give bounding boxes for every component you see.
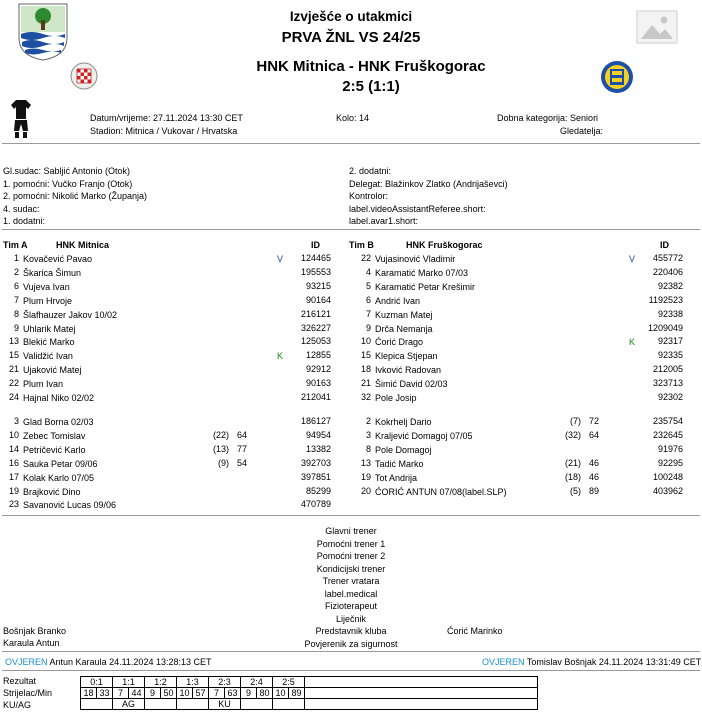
verified-by: Antun Karaula 24.11.2024 13:28:13 CET	[49, 657, 212, 667]
player-number: 7	[13, 294, 19, 305]
sub-name: Petričević Karlo	[23, 444, 86, 455]
sub-id: 186127	[300, 416, 331, 426]
sub-replaced: (13)	[212, 443, 229, 454]
empty-cell	[305, 677, 538, 688]
player-id: 455772	[652, 253, 683, 263]
scorer-number-cell: 7	[209, 688, 225, 699]
sub-replaced: (18)	[564, 471, 581, 482]
team-b-name: HNK Fruškogorac	[406, 240, 483, 250]
player-id: 212041	[300, 392, 331, 402]
score-cell: 2:4	[241, 677, 273, 688]
sub-minute: 46	[588, 457, 599, 468]
sub-name: ĆORIĆ ANTUN 07/08(label.SLP)	[375, 486, 507, 497]
team-a-security-officer: Karaula Antun	[3, 638, 60, 648]
score-cell: 2:3	[209, 677, 241, 688]
sub-name: Glad Borna 02/03	[23, 417, 94, 427]
player-name: Ivković Radovan	[375, 365, 442, 376]
official-right-item: label.videoAssistantReferee.short:	[349, 203, 486, 214]
staff-role: Glavni trener	[325, 526, 377, 536]
staff-role: Pomoćni trener 1	[316, 538, 386, 549]
official-left-item: 4. sudac:	[3, 203, 40, 214]
sub-name: Savanović Lucas 09/06	[23, 500, 117, 511]
sub-id: 91976	[657, 443, 683, 454]
team-b-club-representative: Ćorić Marinko	[447, 626, 503, 636]
player-number: 21	[360, 378, 371, 389]
sub-minute: 64	[588, 429, 599, 440]
player-number: 13	[8, 336, 19, 347]
sub-name: Sauka Petar 09/06	[23, 458, 98, 469]
player-id: 92382	[657, 280, 683, 291]
player-id: 1209049	[647, 322, 683, 333]
divider	[2, 670, 700, 671]
player-id: 125053	[300, 336, 331, 347]
scorer-number-cell: 9	[241, 688, 257, 699]
sub-replaced: (21)	[564, 457, 581, 468]
player-name: Vujeva Ivan	[23, 281, 70, 292]
verified-label: OVJEREN	[5, 657, 48, 667]
empty-cell	[305, 688, 538, 699]
player-id: 323713	[652, 378, 683, 389]
team-b-id-header: ID	[660, 240, 669, 250]
sub-replaced: (7)	[570, 416, 581, 426]
sub-id: 92295	[657, 457, 683, 468]
goalkeeper-mark: V	[277, 254, 284, 264]
player-name: Ujaković Matej	[23, 365, 82, 376]
sub-number: 10	[8, 429, 19, 440]
staff-role: Liječnik	[335, 613, 366, 624]
official-right-item: 2. dodatni:	[349, 166, 392, 176]
sub-name: Kolak Karlo 07/05	[23, 472, 95, 483]
sub-minute: 72	[588, 416, 599, 426]
goal-minute-cell: 50	[161, 688, 177, 699]
player-id: 216121	[300, 308, 331, 319]
results-table	[80, 676, 538, 710]
player-name: Plum Hrvoje	[23, 295, 73, 306]
kit-icon	[10, 99, 32, 139]
sub-id: 85299	[305, 485, 331, 496]
sub-name: Kokrhelj Dario	[375, 417, 432, 427]
age-category: Dobna kategorija: Seniori	[497, 113, 599, 123]
divider	[2, 229, 700, 230]
player-number: 15	[360, 350, 371, 361]
ku-ag-cell	[273, 699, 305, 710]
match-datetime: Datum/vrijeme: 27.11.2024 13:30 CET	[90, 113, 243, 123]
player-id: 93215	[305, 280, 331, 291]
player-number: 18	[360, 364, 371, 375]
sub-number: 3	[365, 429, 371, 440]
team-a-id-header: ID	[311, 240, 320, 250]
player-id: 212005	[652, 364, 683, 375]
official-left-item: Gl.sudac: Sabljić Antonio (Otok)	[3, 166, 131, 176]
spectators: Gledatelja:	[560, 126, 604, 136]
sub-replaced: (9)	[218, 457, 229, 468]
team-b-label: Tim B	[349, 240, 374, 250]
player-number: 1	[13, 253, 19, 263]
team-a-club-representative: Bošnjak Branko	[3, 626, 67, 636]
goal-minute-cell: 63	[225, 688, 241, 699]
player-id: 326227	[300, 322, 331, 333]
sub-minute: 54	[236, 457, 247, 468]
score-cell: 1:3	[177, 677, 209, 688]
player-name: Blekić Marko	[23, 337, 75, 348]
player-number: 24	[8, 392, 19, 402]
player-name: Pole Josip	[375, 393, 417, 403]
verified-label: OVJEREN	[482, 657, 525, 667]
sub-id: 94954	[305, 429, 331, 440]
player-name: Kovačević Pavao	[23, 254, 93, 264]
sub-id: 470789	[300, 499, 331, 510]
goal-minute-cell: 80	[257, 688, 273, 699]
staff-role: Povjerenik za sigurnost	[304, 638, 398, 649]
score-cell: 1:1	[113, 677, 145, 688]
sub-number: 14	[8, 443, 19, 454]
official-right-item: label.avar1.short:	[349, 216, 419, 226]
player-id: 92335	[657, 350, 683, 361]
staff-role: Trener vratara	[322, 576, 380, 586]
captain-mark: K	[629, 337, 636, 348]
player-name: Šlafhauzer Jakov 10/02	[23, 309, 118, 320]
player-number: 21	[8, 364, 19, 375]
sub-number: 3	[13, 416, 19, 426]
scorers-label: Strijelac/Min	[3, 688, 53, 698]
scorer-number-cell: 7	[113, 688, 129, 699]
sub-id: 403962	[652, 485, 683, 496]
player-number: 22	[8, 378, 19, 389]
sub-number: 19	[360, 471, 371, 482]
staff-role: Kondicijski trener	[316, 563, 386, 574]
match-title: HNK Mitnica - HNK Fruškogorac	[256, 58, 486, 75]
sub-id: 232645	[652, 429, 683, 440]
player-name: Vujasinović Vladimir	[375, 254, 456, 264]
player-id: 90163	[305, 378, 331, 389]
sub-number: 8	[365, 443, 371, 454]
sub-name: Tadić Marko	[375, 458, 424, 469]
official-left-item: 1. pomoćni: Vučko Franjo (Otok)	[3, 178, 133, 189]
player-id: 220406	[652, 266, 683, 277]
sub-number: 2	[365, 416, 371, 426]
scorer-number-cell: 10	[273, 688, 289, 699]
ku-ag-cell: AG	[113, 699, 145, 710]
player-name: Validžić Ivan	[23, 351, 73, 362]
scorer-number-cell: 9	[145, 688, 161, 699]
player-number: 6	[13, 280, 19, 291]
team-a-label: Tim A	[3, 240, 28, 250]
sub-minute: 64	[236, 429, 247, 440]
sub-number: 16	[8, 457, 19, 468]
player-number: 10	[360, 336, 371, 347]
player-number: 22	[360, 253, 371, 263]
player-id: 92338	[657, 308, 683, 319]
player-id: 124465	[300, 253, 331, 263]
player-id: 1192523	[648, 294, 683, 305]
player-id: 90164	[305, 294, 331, 305]
verified-by: Tomislav Bošnjak 24.11.2024 13:31:49 CET	[526, 657, 702, 667]
goal-minute-cell: 33	[97, 688, 113, 699]
player-number: 2	[13, 266, 19, 277]
player-number: 9	[365, 322, 371, 333]
sub-number: 19	[8, 485, 19, 496]
sub-name: Brajković Dino	[23, 486, 81, 497]
goal-minute-cell: 89	[289, 688, 305, 699]
scorer-row	[81, 688, 538, 699]
sub-id: 235754	[652, 416, 683, 426]
player-name: Karamatić Marko 07/03	[375, 267, 469, 278]
match-stadium: Stadion: Mitnica / Vukovar / Hrvatska	[90, 126, 238, 136]
empty-cell	[305, 699, 538, 710]
player-number: 8	[13, 308, 19, 319]
player-name: Uhlarik Matej	[23, 323, 76, 334]
sub-replaced: (22)	[212, 429, 229, 440]
staff-role: Predstavnik kluba	[315, 626, 387, 636]
staff-role: label.medical	[324, 588, 378, 599]
sub-minute: 89	[588, 485, 599, 496]
player-name: Plum Ivan	[23, 379, 64, 390]
player-number: 32	[360, 392, 371, 402]
sub-number: 13	[360, 457, 371, 468]
ku-ag-cell	[241, 699, 273, 710]
ku-ag-label: KU/AG	[3, 700, 32, 710]
sub-number: 20	[360, 485, 371, 496]
competition-title: PRVA ŽNL VS 24/25	[281, 29, 421, 46]
player-number: 9	[13, 322, 19, 333]
player-name: Ćorić Drago	[375, 337, 424, 348]
player-id: 92302	[657, 392, 683, 402]
player-name: Karamatić Petar Krešimir	[375, 281, 476, 292]
official-right-item: Delegat: Blažinkov Zlatko (Andrijaševci)	[349, 178, 508, 189]
team-b-verification	[482, 656, 701, 668]
sub-minute: 46	[588, 471, 599, 482]
player-name: Klepica Stjepan	[375, 351, 438, 362]
score-row	[81, 677, 538, 688]
sub-number: 23	[8, 499, 19, 510]
player-name: Drča Nemanja	[375, 323, 433, 334]
sub-id: 13382	[305, 443, 331, 454]
sub-name: Zebec Tomislav	[23, 430, 86, 441]
sub-replaced: (32)	[564, 429, 581, 440]
divider	[2, 651, 700, 652]
match-score: 2:5 (1:1)	[342, 78, 400, 95]
sub-replaced: (5)	[570, 485, 581, 496]
sub-name: Kraljević Domagoj 07/05	[375, 430, 473, 441]
player-name: Andrić Ivan	[375, 295, 421, 306]
player-name: Hajnal Niko 02/02	[23, 393, 95, 403]
divider	[2, 515, 700, 516]
captain-mark: K	[277, 351, 284, 362]
match-round: Kolo: 14	[336, 113, 370, 123]
goal-minute-cell: 44	[129, 688, 145, 699]
player-id: 195553	[300, 266, 331, 277]
player-number: 5	[365, 280, 371, 291]
official-left-item: 1. dodatni:	[3, 216, 46, 226]
player-number: 15	[8, 350, 19, 361]
score-cell: 1:2	[145, 677, 177, 688]
score-cell: 2:5	[273, 677, 305, 688]
player-name: Šimić David 02/03	[375, 379, 448, 390]
sub-name: Pole Domagoj	[375, 444, 432, 455]
report-title: Izvješće o utakmici	[289, 9, 413, 24]
results-label: Rezultat	[3, 676, 37, 686]
player-number: 4	[365, 266, 371, 277]
divider	[2, 143, 700, 144]
player-id: 92912	[305, 364, 331, 375]
staff-role: Fizioterapeut	[324, 601, 378, 611]
player-number: 7	[365, 308, 371, 319]
score-cell: 0:1	[81, 677, 113, 688]
ku-ag-row	[81, 699, 538, 710]
scorer-number-cell: 18	[81, 688, 97, 699]
goalkeeper-mark: V	[629, 254, 636, 264]
sub-id: 100248	[652, 471, 683, 482]
player-name: Škarica Šimun	[23, 267, 82, 278]
official-left-item: 2. pomoćni: Nikolić Marko (Županja)	[3, 191, 148, 201]
team-a-verification	[5, 656, 211, 668]
player-number: 6	[365, 294, 371, 305]
ku-ag-cell: KU	[209, 699, 241, 710]
sub-number: 17	[8, 471, 19, 482]
goal-minute-cell: 57	[193, 688, 209, 699]
player-id: 12855	[305, 350, 331, 361]
ku-ag-cell	[145, 699, 177, 710]
sub-name: Tot Andrija	[375, 472, 418, 483]
player-name: Kuzman Matej	[375, 309, 433, 320]
ku-ag-cell	[81, 699, 113, 710]
sub-id: 392703	[300, 457, 331, 468]
official-right-item: Kontrolor:	[349, 191, 389, 201]
player-id: 92317	[657, 336, 683, 347]
sub-id: 397851	[300, 471, 331, 482]
ku-ag-cell	[177, 699, 209, 710]
team-a-name: HNK Mitnica	[56, 240, 110, 250]
staff-role: Pomoćni trener 2	[316, 551, 386, 561]
sub-minute: 77	[236, 443, 247, 454]
scorer-number-cell: 10	[177, 688, 193, 699]
